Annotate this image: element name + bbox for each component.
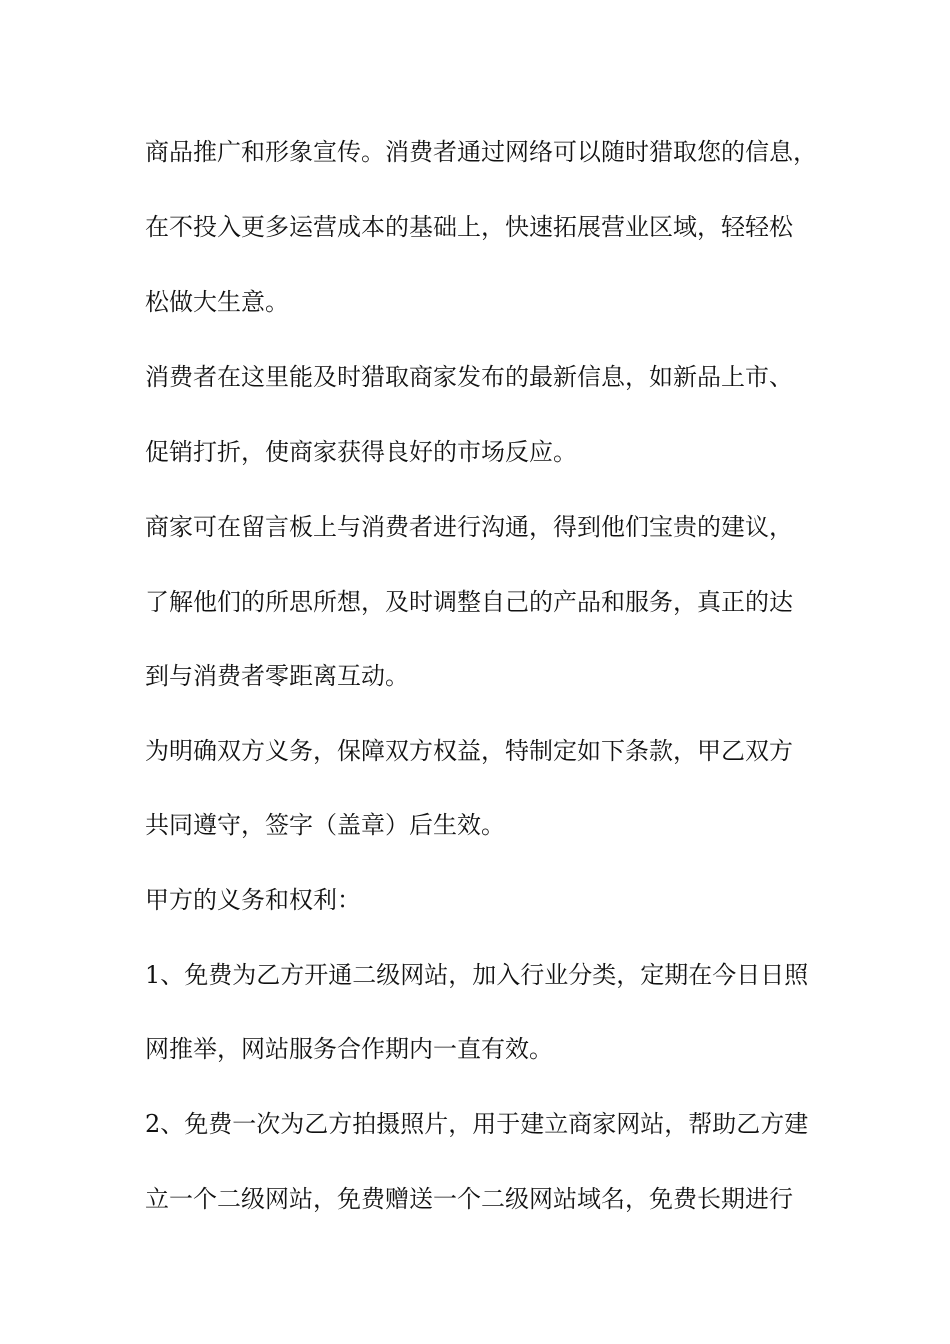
text-line: 松做大生意。 [145,288,289,316]
text-line: 网推举，网站服务合作期内一直有效。 [145,1035,553,1063]
text-line: 2、免费一次为乙方拍摄照片，用于建立商家网站，帮助乙方建 [145,1110,809,1138]
text-line: 促销打折，使商家获得良好的市场反应。 [145,438,577,466]
text-line: 消费者在这里能及时猎取商家发布的最新信息，如新品上市、 [145,363,793,391]
text-line: 到与消费者零距离互动。 [145,662,409,690]
text-line: 商家可在留言板上与消费者进行沟通，得到他们宝贵的建议， [145,513,793,541]
text-line: 为明确双方义务，保障双方权益，特制定如下条款，甲乙双方 [145,737,793,765]
text-line: 共同遵守，签字（盖章）后生效。 [145,811,505,839]
text-line: 1、免费为乙方开通二级网站，加入行业分类，定期在今日日照 [145,961,809,989]
text-line: 立一个二级网站，免费赠送一个二级网站域名，免费长期进行 [145,1185,793,1213]
text-line: 在不投入更多运营成本的基础上，快速拓展营业区域，轻轻松 [145,213,793,241]
text-line: 商品推广和形象宣传。消费者通过网络可以随时猎取您的信息， [145,138,817,166]
text-line: 甲方的义务和权利： [145,886,361,914]
text-line: 了解他们的所思所想，及时调整自己的产品和服务，真正的达 [145,588,793,616]
